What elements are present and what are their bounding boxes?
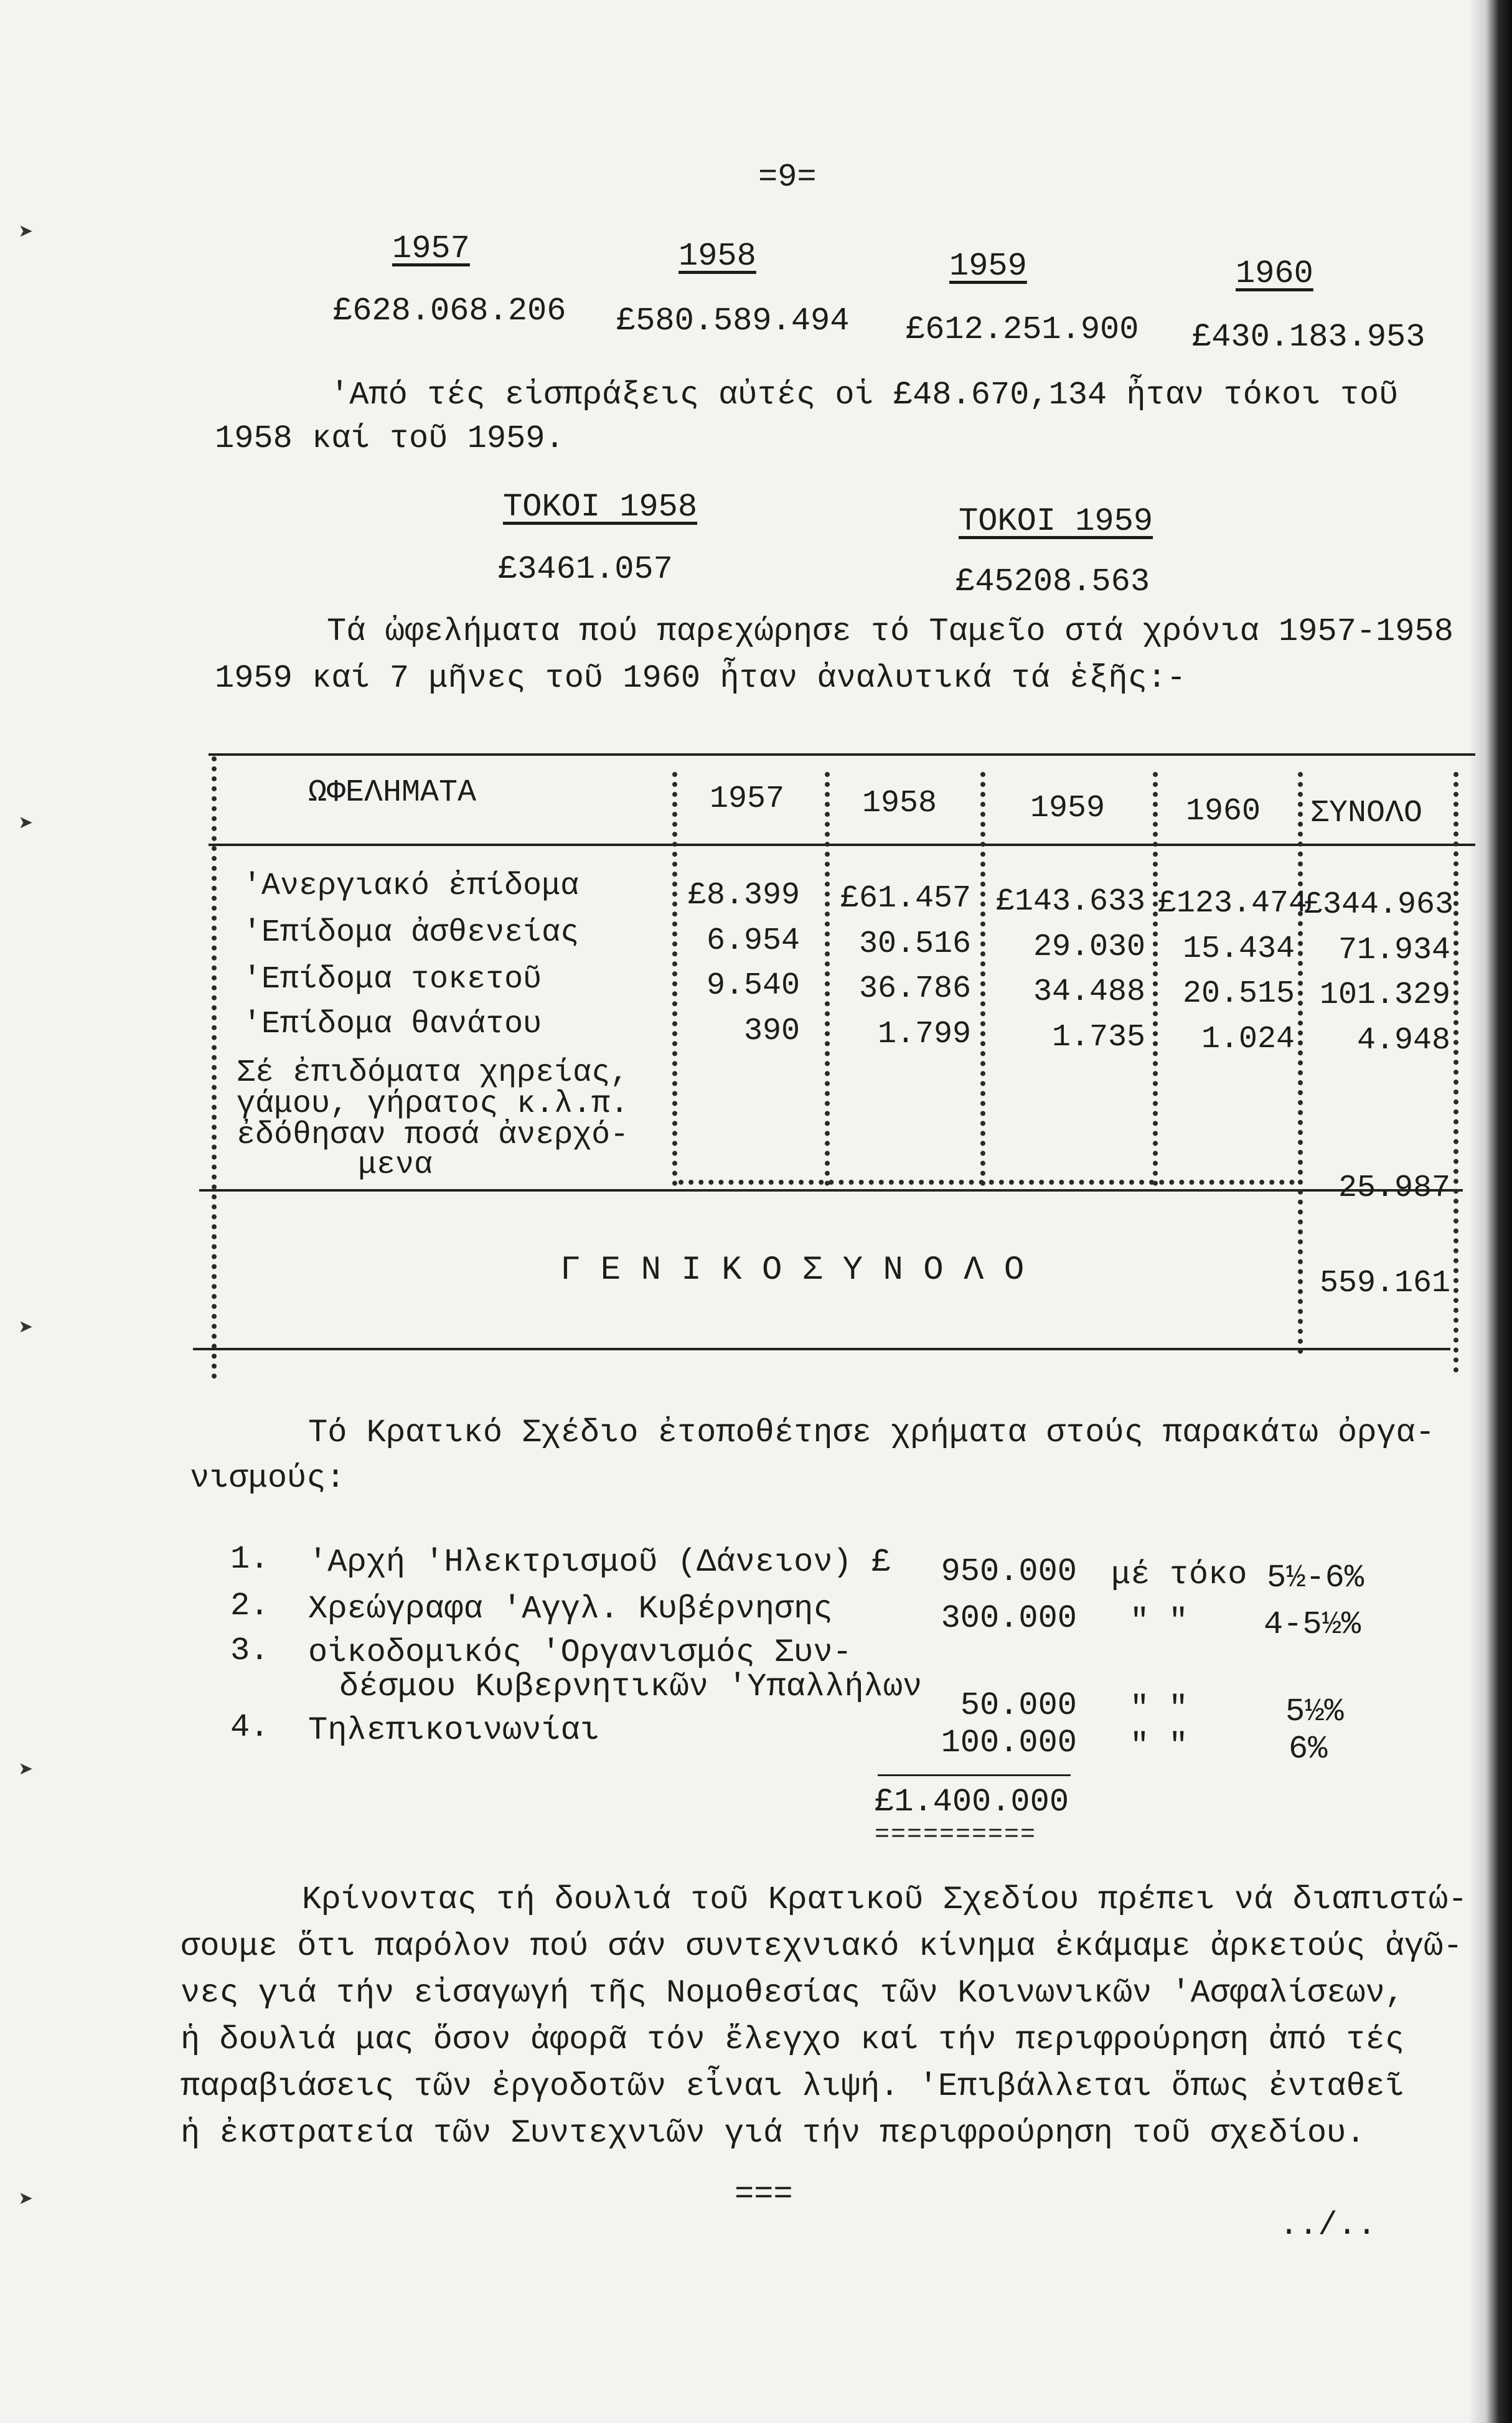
receipt-amount-1958: £580.589.494 (616, 303, 850, 339)
header-1957: 1957 (710, 781, 785, 817)
closing-line: παραβιάσεις τῶν ἐργοδοτῶν εἶναι λιψή. 'Επιβάλλεται ὅπως ἐνταθεῖ (181, 2068, 1404, 2105)
investment-name: Τηλεπικοινωνίαι (308, 1712, 600, 1749)
other-label-line: γάμου, γήρατος κ.λ.π. (237, 1086, 629, 1122)
cell-1957: £8.399 (687, 878, 800, 913)
cell-1957: 390 (743, 1014, 800, 1049)
receipt-year-1960: 1960 (1236, 255, 1313, 292)
closing-line: νες γιά τήν εἰσαγωγή τῆς Νομοθεσίας τῶν Κοινωνικῶν 'Ασφαλίσεων, (181, 1975, 1404, 2011)
table-bottom-rule (193, 1348, 1450, 1350)
other-total: 25.987 (1338, 1170, 1450, 1206)
interest-amount-1959: £45208.563 (956, 563, 1150, 600)
receipt-year-1957: 1957 (392, 230, 470, 267)
column-divider (980, 772, 985, 1186)
investment-rate: 4-5½% (1264, 1606, 1361, 1643)
investment-amount: 100.000 (941, 1724, 1077, 1761)
row-label: 'Επίδομα θανάτου (243, 1007, 542, 1042)
continuation-mark: ../.. (1279, 2207, 1377, 2244)
cell-1959: £143.633 (995, 884, 1145, 920)
investment-rate-prefix: μέ τόκο (1111, 1556, 1247, 1593)
row-label: 'Επίδομα ἀσθενείας (243, 915, 580, 951)
header-1958: 1958 (862, 786, 937, 821)
column-divider (1298, 772, 1303, 1354)
cell-total: 71.934 (1338, 933, 1450, 968)
investment-rate-prefix: " " (1130, 1690, 1188, 1727)
interest-amount-1958: £3461.057 (498, 551, 673, 588)
investment-number: 3. (230, 1632, 270, 1669)
column-divider (825, 772, 830, 1186)
cell-1957: 9.540 (706, 968, 800, 1004)
investment-amount: 300.000 (941, 1600, 1077, 1637)
grand-total-label: Γ Ε Ν Ι Κ Ο Σ Υ Ν Ο Λ Ο (560, 1251, 1025, 1289)
investment-rate-prefix: " " (1130, 1728, 1188, 1764)
table-header-rule (209, 844, 1475, 846)
investment-rate: 5½-6% (1267, 1560, 1364, 1596)
binder-hole-mark: ➤ (19, 1758, 34, 1786)
cell-1958: 1.799 (877, 1017, 971, 1052)
investments-total: £1.400.000 (875, 1784, 1069, 1820)
header-benefits: ΩΦΕΛΗΜΑΤΑ (308, 775, 477, 811)
other-label-line: Σέ ἐπιδόματα χηρείας, (237, 1055, 629, 1091)
receipt-amount-1960: £430.183.953 (1192, 319, 1425, 355)
investment-name: δέσμου Κυβερνητικῶν 'Υπαλλήλων (339, 1668, 923, 1705)
closing-line: σουμε ὅτι παρόλον πού σάν συντεχνιακό κίνημα ἐκάμαμε ἀρκετούς ἀγῶ- (181, 1928, 1463, 1965)
binder-hole-mark: ➤ (19, 220, 34, 248)
column-divider (672, 772, 677, 1186)
page-number: =9= (758, 159, 817, 195)
cell-1959: 34.488 (1033, 974, 1145, 1010)
receipt-year-1958: 1958 (679, 238, 756, 275)
table-top-rule (209, 753, 1475, 756)
receipts-note-line-2: 1958 καί τοῦ 1959. (215, 420, 565, 457)
table-left-border (212, 756, 217, 1379)
binder-hole-mark: ➤ (19, 812, 34, 840)
other-label-line: ἐδόθησαν ποσά ἀνερχό- (237, 1117, 629, 1153)
cell-1959: 29.030 (1033, 929, 1145, 965)
cell-total: 4.948 (1356, 1023, 1450, 1058)
cell-total: £344.963 (1304, 887, 1454, 923)
interest-label-1959: ΤΟΚΟΙ 1959 (959, 503, 1153, 540)
investment-amount: 50.000 (960, 1687, 1077, 1724)
closing-line: ἡ δουλιά μας ὅσον ἀφορᾶ τόν ἔλεγχο καί τήν περιφρούρηση ἀπό τές (181, 2021, 1404, 2058)
cell-1958: 30.516 (858, 926, 971, 962)
investment-rate: 6% (1289, 1731, 1328, 1767)
investment-name: οἰκοδομικός 'Οργανισμός Συν- (308, 1634, 852, 1671)
investment-rate-prefix: " " (1130, 1603, 1188, 1640)
scan-edge-shadow (1468, 0, 1512, 2423)
closing-line: ἡ ἐκστρατεία τῶν Συντεχνιῶν γιά τήν περιφρούρηση τοῦ σχεδίου. (181, 2115, 1366, 2152)
investment-name: 'Αρχή 'Ηλεκτρισμοῦ (Δάνειον) £ (308, 1544, 891, 1581)
end-mark: === (735, 2176, 793, 2213)
investments-total-double-rule: ========== (875, 1821, 1037, 1849)
column-dotted-total-line (679, 1180, 1295, 1185)
receipt-year-1959: 1959 (949, 248, 1027, 285)
benefits-intro-line-1: Τά ὠφελήματα πού παρεχώρησε τό Ταμεῖο στά χρόνια 1957-1958 (327, 613, 1453, 650)
benefits-intro-line-2: 1959 καί 7 μῆνες τοῦ 1960 ἦταν ἀναλυτικά τά ἑξῆς:- (215, 660, 1186, 697)
cell-1960: £123.474 (1158, 886, 1308, 921)
column-divider (1153, 772, 1158, 1186)
cell-1960: 15.434 (1182, 931, 1295, 967)
receipt-amount-1959: £612.251.900 (906, 311, 1139, 348)
cell-1960: 1.024 (1201, 1022, 1295, 1057)
investment-amount: 950.000 (941, 1553, 1077, 1590)
cell-1958: 36.786 (858, 971, 971, 1007)
investments-sum-rule (878, 1774, 1071, 1776)
receipt-amount-1957: £628.068.206 (333, 293, 566, 329)
closing-line: Κρίνοντας τή δουλιά τοῦ Κρατικοῦ Σχεδίου πρέπει νά διαπιστώ- (302, 1881, 1468, 1918)
cell-1957: 6.954 (706, 923, 800, 959)
investment-name: Χρεώγραφα 'Αγγλ. Κυβέρνησης (308, 1591, 833, 1627)
interest-label-1958: ΤΟΚΟΙ 1958 (503, 489, 698, 525)
header-1959: 1959 (1030, 791, 1106, 826)
header-1960: 1960 (1186, 794, 1261, 829)
table-right-border (1453, 772, 1458, 1373)
receipts-note-line-1: 'Από τές εἰσπράξεις αὐτές οἱ £48.670,134 ἦταν τόκοι τοῦ (330, 377, 1399, 413)
investment-number: 4. (230, 1709, 270, 1746)
row-label: 'Ανεργιακό ἐπίδομα (243, 868, 580, 904)
investment-number: 2. (230, 1588, 270, 1624)
investment-rate: 5½% (1285, 1693, 1344, 1730)
table-body-rule (199, 1189, 1463, 1192)
binder-hole-mark: ➤ (19, 2188, 34, 2216)
investments-intro-line-2: νισμούς: (190, 1460, 345, 1497)
investment-number: 1. (230, 1541, 270, 1578)
cell-1959: 1.735 (1051, 1020, 1145, 1055)
cell-1960: 20.515 (1182, 976, 1295, 1012)
cell-total: 101.329 (1319, 977, 1450, 1013)
cell-1958: £61.457 (840, 881, 971, 916)
row-label: 'Επίδομα τοκετοῦ (243, 962, 542, 997)
investments-intro-line-1: Τό Κρατικό Σχέδιο ἐτοποθέτησε χρήματα στούς παρακάτω ὀργα- (308, 1414, 1435, 1451)
binder-hole-mark: ➤ (19, 1316, 34, 1344)
other-label-line: μενα (358, 1147, 433, 1183)
grand-total-value: 559.161 (1319, 1266, 1450, 1301)
header-total: ΣΥΝΟΛΟ (1310, 796, 1423, 831)
